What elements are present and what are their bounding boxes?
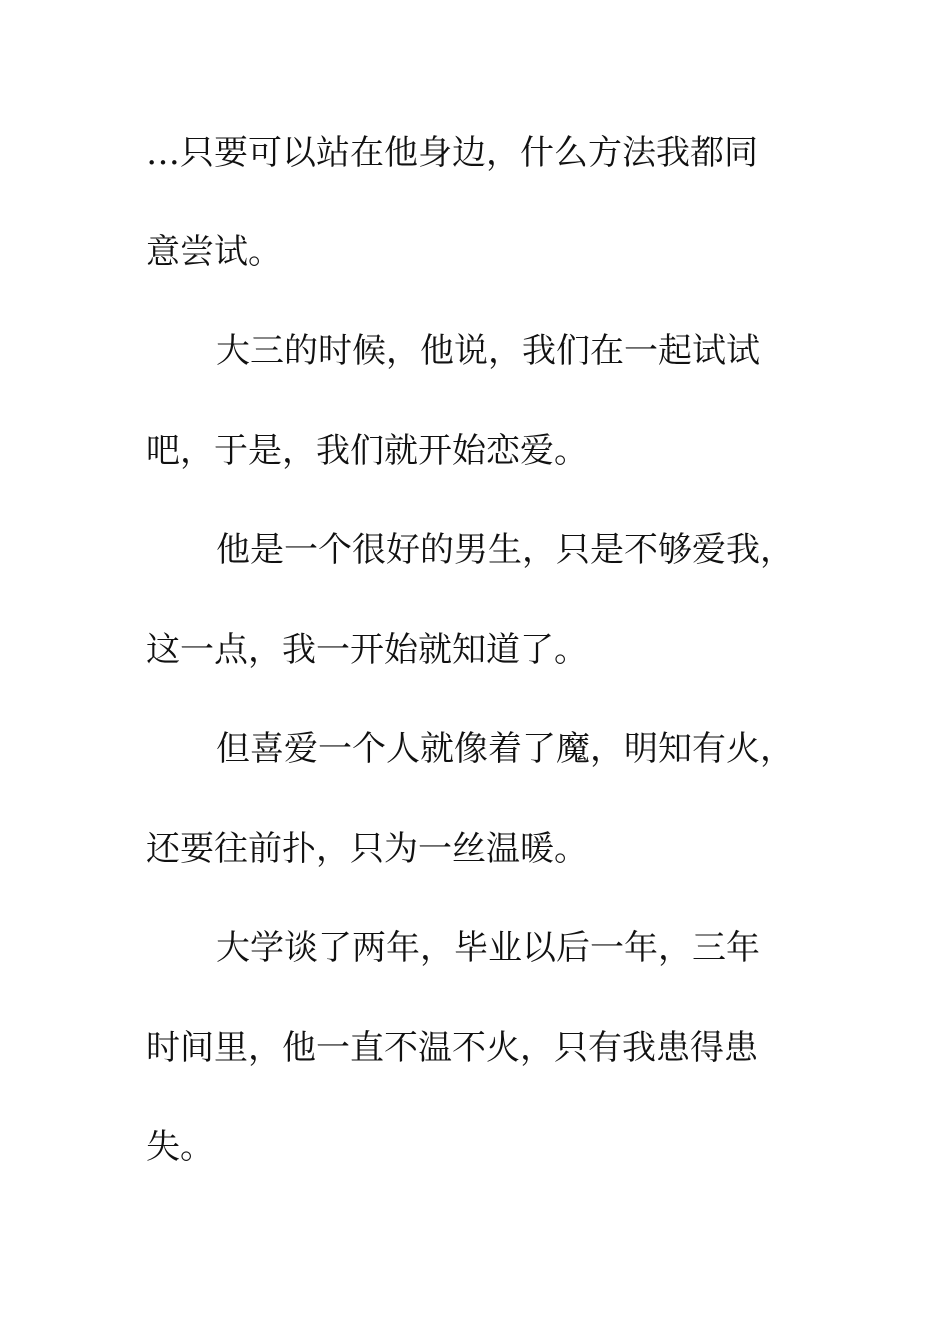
- text-line: 这一点，我一开始就知道了。: [146, 630, 588, 670]
- text-line: 还要往前扑，只为一丝温暖。: [146, 829, 588, 869]
- paragraph-start-line: 但喜爱一个人就像着了魔，明知有火，: [216, 729, 794, 769]
- text-line: …只要可以站在他身边，什么方法我都同: [146, 133, 758, 173]
- paragraph-start-line: 大三的时候，他说，我们在一起试试: [216, 331, 760, 371]
- text-line: 失。: [146, 1127, 214, 1167]
- paragraph-start-line: 大学谈了两年，毕业以后一年，三年: [216, 928, 760, 968]
- text-line: 时间里，他一直不温不火，只有我患得患: [146, 1028, 758, 1068]
- text-line: 吧，于是，我们就开始恋爱。: [146, 431, 588, 471]
- text-line: 意尝试。: [146, 232, 282, 272]
- paragraph-start-line: 他是一个很好的男生，只是不够爱我，: [216, 530, 794, 570]
